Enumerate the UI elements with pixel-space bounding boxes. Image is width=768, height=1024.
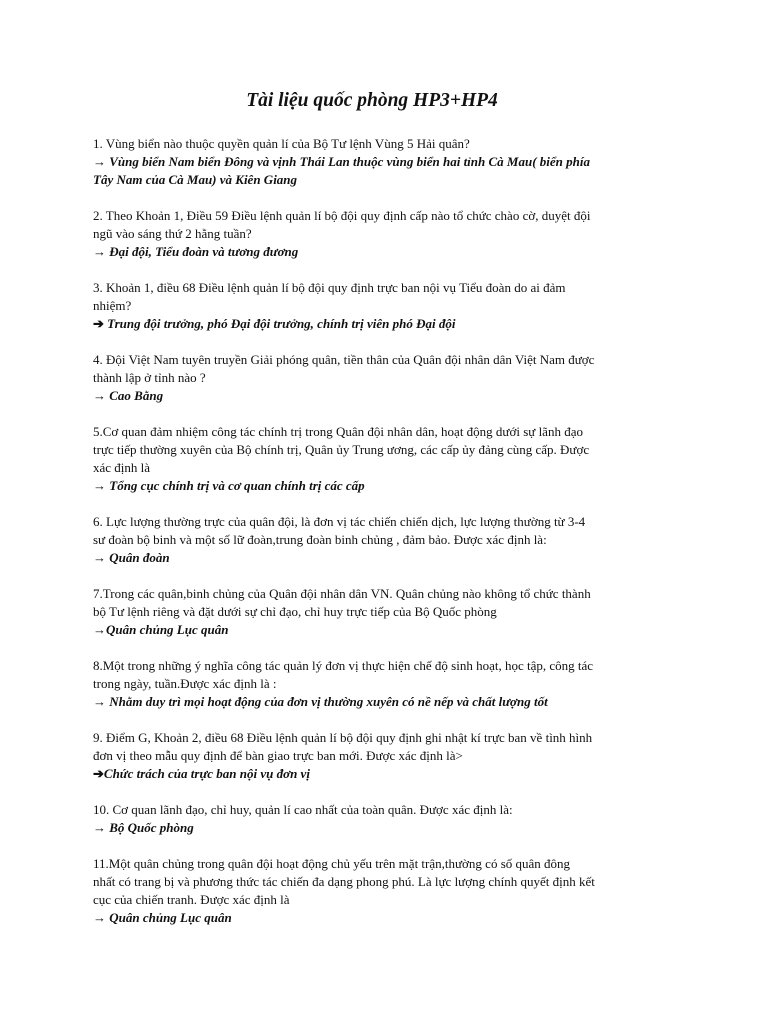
answer-text: [93, 477, 673, 495]
question-item: [93, 135, 673, 189]
answer-value: Trung đội trưởng, phó Đại đội trưởng, chính trị viên phó Đại đội: [107, 316, 456, 331]
answer-value: Bộ Quốc phòng: [109, 820, 194, 835]
arrow-icon: →: [93, 550, 106, 565]
question-text: 9. Điểm G, Khoản 2, điều 68 Điều lệnh quản lí bộ đội quy định ghi nhật kí trực ban về tình hình đơn vị theo mẫu quy định để bàn giao trực ban mới. Được xác định là>: [93, 730, 593, 763]
answer-value: Cao Bằng: [109, 388, 164, 403]
answer-value: Quân chủng Lục quân: [106, 622, 229, 637]
question-text: 8.Một trong những ý nghĩa công tác quản lý đơn vị thực hiện chế độ sinh hoạt, học tập, công tác trong ngày, tuần.Được xác định là :: [93, 658, 594, 691]
answer-text: [93, 621, 673, 639]
answer-value: Nhằm duy trì mọi hoạt động của đơn vị thường xuyên có nề nếp và chất lượng tốt: [109, 694, 548, 709]
question-item: [93, 513, 673, 567]
question-item: [93, 279, 673, 333]
arrow-icon: →: [93, 820, 106, 835]
answer-value: Quân đoàn: [109, 550, 170, 565]
answer-value: Tổng cục chính trị và cơ quan chính trị các cấp: [109, 478, 365, 493]
answer-value: Vùng biển Nam biển Đông và vịnh Thái Lan thuộc vùng biển hai tỉnh Cà Mau( biển phía Tây Nam của Cà Mau) và Kiên Giang: [93, 154, 590, 187]
document-title: Tài liệu quốc phòng HP3+HP4: [246, 90, 498, 111]
arrow-icon: →: [93, 478, 106, 493]
arrow-icon: →: [93, 244, 106, 259]
arrow-icon: →: [93, 388, 106, 403]
arrow-icon: →: [93, 910, 106, 925]
answer-text: [93, 909, 673, 927]
question-item: [93, 207, 673, 261]
question-item: [93, 801, 673, 837]
question-text: 6. Lực lượng thường trực của quân đội, là đơn vị tác chiến chiến dịch, lực lượng thường từ 3-4 sư đoàn bộ binh và một số lữ đoàn,trung đoàn binh chủng , đảm bảo. Được xác định là:: [93, 514, 586, 547]
answer-text: [93, 549, 673, 567]
answer-text: [93, 153, 673, 189]
answer-text: [93, 693, 673, 711]
answer-value: Chức trách của trực ban nội vụ đơn vị: [103, 766, 310, 781]
question-item: [93, 855, 673, 927]
question-text: 3. Khoản 1, điều 68 Điều lệnh quản lí bộ đội quy định trực ban nội vụ Tiểu đoàn do ai đảm nhiệm?: [93, 280, 566, 313]
question-text: 4. Đội Việt Nam tuyên truyền Giải phóng quân, tiền thân của Quân đội nhân dân Việt Nam được thành lập ở tỉnh nào ?: [93, 352, 595, 385]
answer-text: [93, 315, 673, 333]
question-text: 11.Một quân chủng trong quân đội hoạt động chủ yếu trên mặt trận,thường có số quân đông nhất có trang bị và phương thức tác chiến đa dạng phong phú. Là lực lượng chính quyết định kết cục của chiến tranh. Được xác định là: [93, 856, 595, 907]
answer-text: [93, 819, 673, 837]
answer-text: [93, 765, 673, 783]
question-item: [93, 423, 673, 495]
question-item: [93, 351, 673, 405]
question-item: [93, 729, 673, 783]
question-item: [93, 585, 673, 639]
question-text: 1. Vùng biển nào thuộc quyền quản lí của Bộ Tư lệnh Vùng 5 Hải quân?: [93, 136, 470, 151]
answer-text: [93, 243, 673, 261]
arrow-icon: →: [93, 622, 106, 637]
arrow-icon: →: [93, 694, 106, 709]
arrow-icon: ➔: [93, 316, 104, 331]
question-list: [93, 135, 673, 945]
answer-text: [93, 387, 673, 405]
arrow-icon: ➔: [93, 766, 104, 781]
question-text: 2. Theo Khoản 1, Điều 59 Điều lệnh quản lí bộ đội quy định cấp nào tổ chức chào cờ, duyệt đội ngũ vào sáng thứ 2 hằng tuần?: [93, 208, 591, 241]
question-text: 7.Trong các quân,binh chủng của Quân đội nhân dân VN. Quân chủng nào không tổ chức thành bộ Tư lệnh riêng và đặt dưới sự chỉ đạo, chỉ huy trực tiếp của Bộ Quốc phòng: [93, 586, 591, 619]
question-text: 10. Cơ quan lãnh đạo, chỉ huy, quản lí cao nhất của toàn quân. Được xác định là:: [93, 802, 513, 817]
question-item: [93, 657, 673, 711]
question-text: 5.Cơ quan đảm nhiệm công tác chính trị trong Quân đội nhân dân, hoạt động dưới sự lãnh đạo trực tiếp thường xuyên của Bộ chính trị, Quân ủy Trung ương, các cấp ủy đảng cùng cấp. Được xác định là: [93, 424, 590, 475]
arrow-icon: →: [93, 154, 106, 169]
answer-value: Quân chủng Lục quân: [109, 910, 232, 925]
answer-value: Đại đội, Tiểu đoàn và tương đương: [109, 244, 299, 259]
